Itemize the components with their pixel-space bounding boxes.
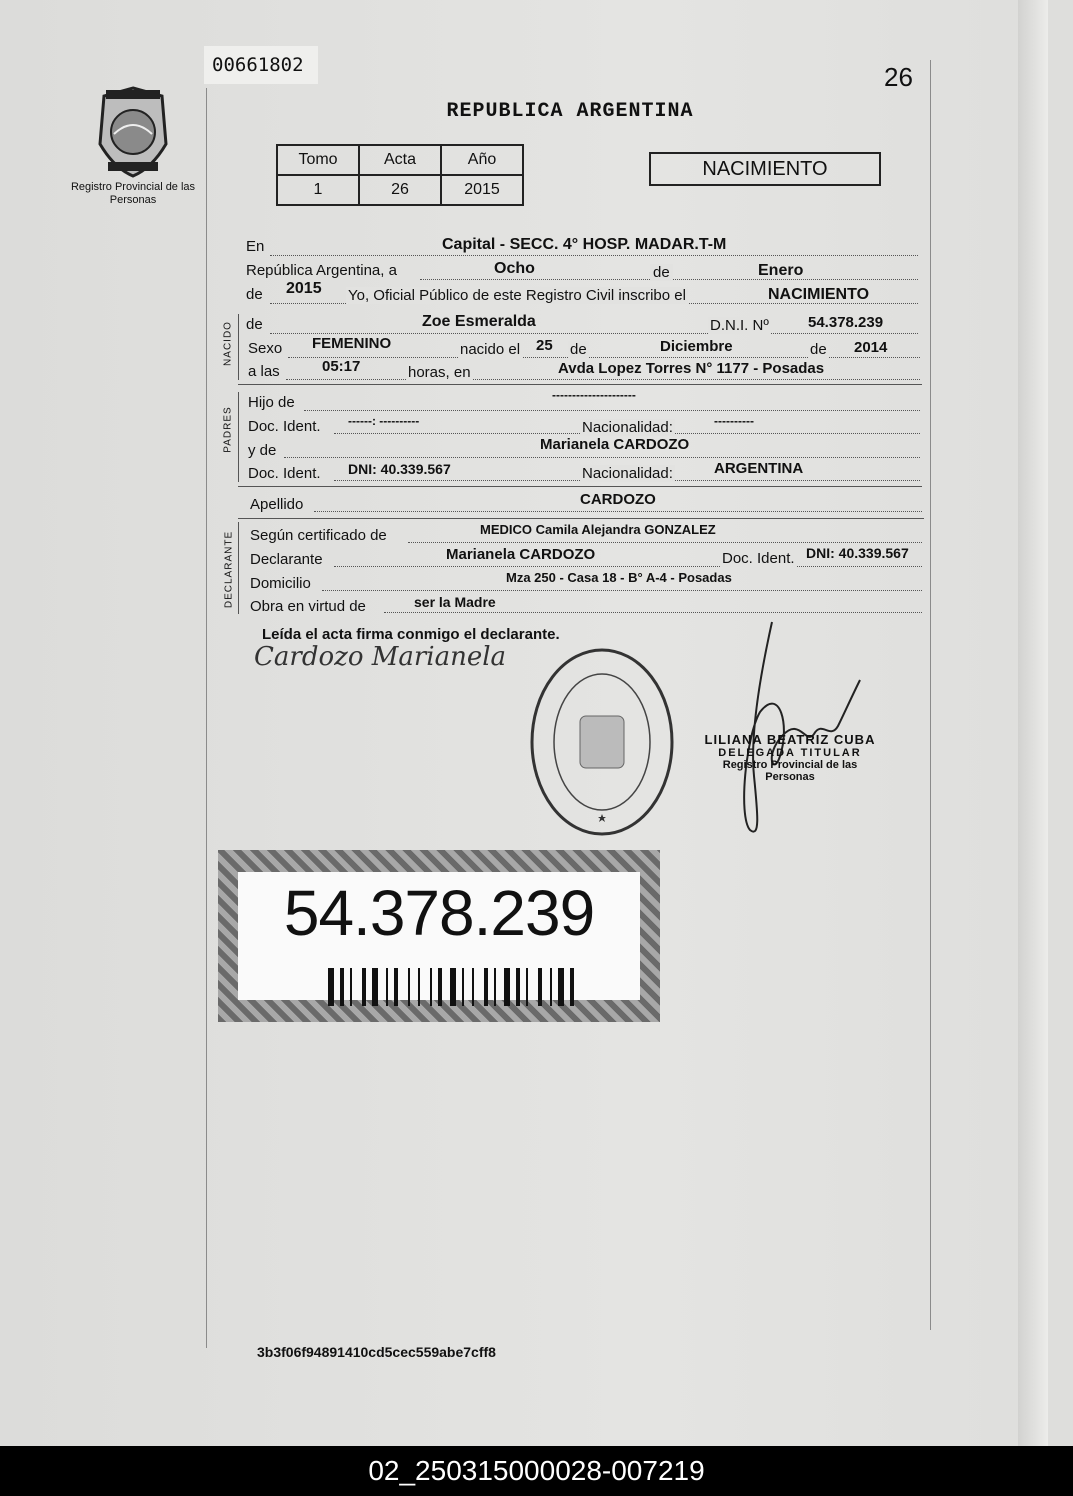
section-line (238, 314, 239, 380)
barcode-bar (372, 968, 378, 1006)
side-label-padres: PADRES (222, 406, 234, 453)
header-tomo: Tomo (277, 145, 359, 175)
barcode-bar (526, 968, 528, 1006)
official-block (698, 732, 882, 783)
value-sexo: FEMENINO (312, 335, 392, 352)
barcode-bar (472, 968, 474, 1006)
dots (334, 566, 922, 567)
closing-statement: Leída el acta firma conmigo el declarante. (262, 626, 560, 643)
barcode-bar (462, 968, 464, 1006)
barcode-bar (550, 968, 552, 1006)
label-republica: República Argentina, a (246, 262, 397, 279)
value-dia: Ocho (494, 260, 535, 277)
official-office: Registro Provincial de las Personas (722, 759, 858, 783)
label-de: de (246, 316, 263, 333)
value-acta: 26 (359, 175, 441, 205)
section-divider (238, 486, 922, 487)
value-hora: 05:17 (322, 358, 361, 375)
value-nac-anio: 2014 (854, 339, 888, 356)
file-id: 02_250315000028-007219 (368, 1455, 705, 1486)
value-lugar: Capital - SECC. 4° HOSP. MADAR.T-M (442, 236, 727, 253)
dots (408, 542, 922, 543)
left-margin-line (206, 88, 207, 1348)
barcode-bar (386, 968, 388, 1006)
record-type-box: NACIMIENTO (649, 152, 881, 186)
section-line (238, 392, 239, 482)
side-label-declarante: DECLARANTE (223, 530, 235, 609)
label-declarante: Declarante (250, 551, 323, 568)
official-signature-icon (720, 616, 880, 846)
barcode-bar (538, 968, 542, 1006)
value-nombre: Zoe Esmeralda (422, 313, 536, 330)
label-hijo-de: Hijo de (248, 394, 295, 411)
value-anio: 2015 (441, 175, 523, 205)
registry-table (276, 144, 524, 206)
value-lugar-nac: Avda Lopez Torres N° 1177 - Posadas (558, 360, 825, 377)
section-divider (238, 518, 924, 519)
barcode-bar (438, 968, 442, 1006)
dots (270, 333, 918, 334)
barcode-bar (558, 968, 564, 1006)
value-anio: 2015 (286, 280, 322, 297)
label-a-las: a las (248, 363, 280, 380)
header-anio: Año (441, 145, 523, 175)
document-title: REPUBLICA ARGENTINA (446, 100, 694, 123)
file-id-bar (0, 1446, 1073, 1496)
serial-number: 00661802 (204, 46, 318, 84)
dots (322, 590, 922, 591)
value-nac-dia: 25 (536, 337, 553, 354)
barcode-bar (418, 968, 420, 1006)
barcode-number: 54.378.239 (283, 877, 595, 949)
barcode-bar (328, 968, 334, 1006)
right-margin-line (930, 60, 931, 1330)
value-certificado: MEDICO Camila Alejandra GONZALEZ (480, 522, 716, 537)
dots (314, 511, 922, 512)
province-seal-icon (92, 84, 174, 180)
barcode-bar (494, 968, 496, 1006)
value-madre-nac: ARGENTINA (714, 460, 804, 477)
value-declarante-doc: DNI: 40.339.567 (806, 545, 909, 561)
barcode-bar (430, 968, 432, 1006)
barcode-bars-icon (328, 968, 598, 1006)
value-mes: Enero (758, 262, 804, 279)
label-sexo: Sexo (248, 340, 283, 357)
value-tipo: NACIMIENTO (768, 286, 870, 303)
label-dni: D.N.I. Nº (710, 317, 769, 334)
barcode-inner (238, 872, 640, 1000)
label-de: de (570, 341, 587, 358)
label-declarante-doc: Doc. Ident. (722, 550, 795, 567)
barcode-bar (394, 968, 398, 1006)
value-padre-nac: ---------- (714, 414, 754, 428)
value-padre-doc: ------: ---------- (348, 414, 420, 428)
section-line (238, 522, 239, 614)
dots (384, 612, 922, 613)
section-divider (238, 384, 922, 385)
barcode-bar (362, 968, 366, 1006)
label-de: de (246, 286, 263, 303)
barcode-bar (484, 968, 488, 1006)
side-label-nacido: NACIDO (222, 321, 234, 366)
barcode-bar (504, 968, 510, 1006)
header-acta: Acta (359, 145, 441, 175)
dots (270, 255, 918, 256)
value-madre-doc: DNI: 40.339.567 (348, 461, 451, 477)
label-apellido: Apellido (250, 496, 304, 513)
label-nacionalidad: Nacionalidad: (582, 419, 673, 436)
seal-label: Registro Provincial de las Personas (70, 181, 196, 206)
barcode-label (218, 850, 660, 1022)
official-stamp-icon (528, 646, 676, 838)
label-de: de (650, 264, 673, 281)
label-de: de (810, 341, 827, 358)
dots (304, 410, 920, 411)
value-nac-mes: Diciembre (660, 338, 733, 355)
dots (284, 457, 920, 458)
label-en: En (246, 238, 265, 255)
barcode-bar (408, 968, 410, 1006)
barcode-bar (516, 968, 520, 1006)
value-tomo: 1 (277, 175, 359, 205)
label-obra: Obra en virtud de (250, 598, 366, 615)
official-role: DELEGADA TITULAR (718, 747, 862, 759)
value-madre: Marianela CARDOZO (540, 436, 690, 453)
label-segun: Según certificado de (250, 527, 387, 544)
barcode-bar (450, 968, 456, 1006)
label-nacionalidad: Nacionalidad: (582, 465, 673, 482)
value-obra: ser la Madre (414, 594, 496, 610)
document-hash: 3b3f06f94891410cd5cec559abe7cff8 (257, 1344, 496, 1360)
page-number: 26 (884, 62, 913, 92)
label-doc-ident: Doc. Ident. (248, 418, 321, 435)
label-nacido-el: nacido el (460, 341, 521, 358)
label-horas-en: horas, en (408, 364, 471, 381)
value-domicilio: Mza 250 - Casa 18 - B° A-4 - Posadas (506, 570, 732, 585)
value-dni: 54.378.239 (808, 314, 884, 331)
sheet-edge (1018, 0, 1048, 1446)
barcode-bar (350, 968, 352, 1006)
barcode-bar (340, 968, 344, 1006)
label-y-de: y de (248, 442, 277, 459)
label-domicilio: Domicilio (250, 575, 311, 592)
value-declarante: Marianela CARDOZO (446, 546, 596, 563)
label-doc-ident: Doc. Ident. (248, 465, 321, 482)
official-name: LILIANA BEATRIZ CUBA (704, 732, 876, 747)
declarant-signature: Cardozo Marianela (254, 642, 507, 672)
barcode-bar (570, 968, 574, 1006)
label-yo: Yo, Oficial Público de este Registro Civil inscribo el (348, 287, 686, 304)
dots (286, 379, 920, 380)
value-apellido: CARDOZO (580, 491, 656, 508)
value-padre: --------------------- (552, 388, 636, 402)
